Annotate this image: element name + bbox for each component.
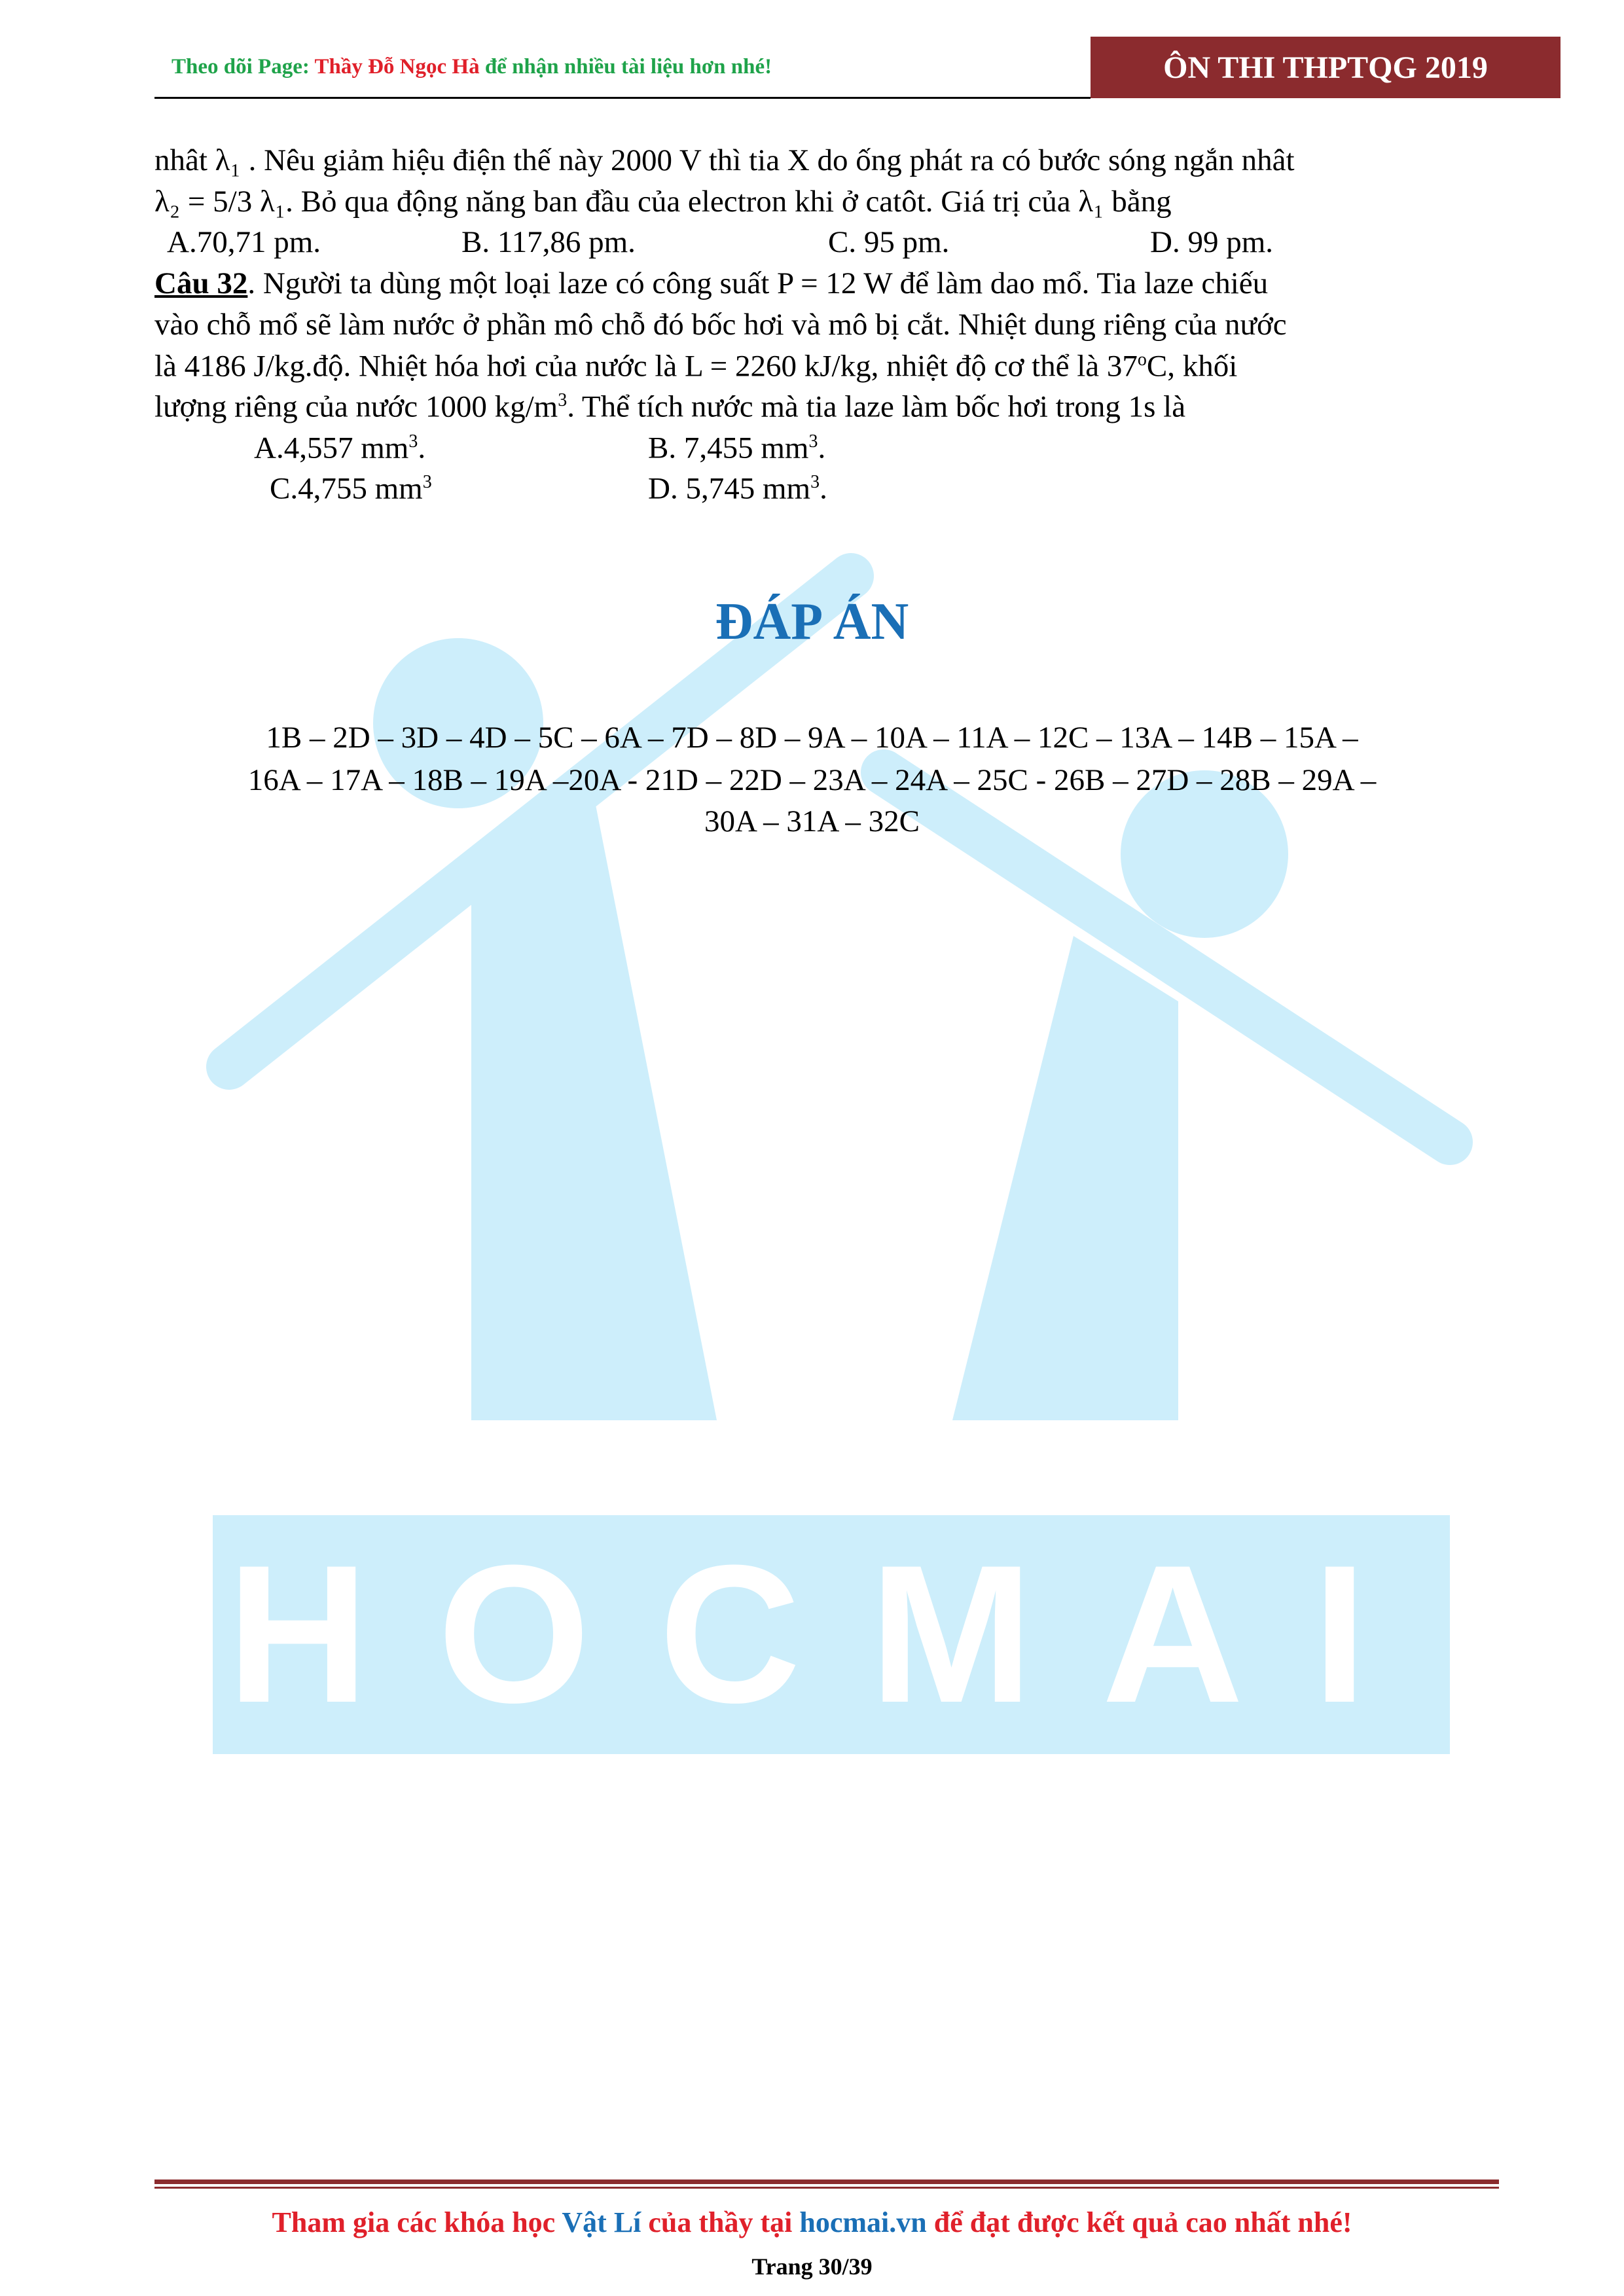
watermark-body-left: [471, 805, 717, 1420]
footer-subject: Vật Lí: [562, 2206, 641, 2238]
q32-option-b-dot: .: [818, 431, 826, 465]
q31-option-b: B. 117,86 pm.: [461, 225, 636, 259]
footer-site-link[interactable]: hocmai.vn: [799, 2206, 927, 2238]
q31-option-a: A.70,71 pm.: [167, 225, 321, 259]
page-number: Trang 30/39: [751, 2253, 873, 2280]
q31-option-d: D. 99 pm.: [1150, 225, 1273, 259]
q32-option-d-sup: 3: [810, 472, 820, 492]
q32-line-1: [154, 268, 1268, 299]
header-rule: [154, 97, 1091, 99]
header-prefix: Theo dõi Page:: [171, 55, 315, 79]
q32-line-4: [154, 391, 1185, 423]
header-page-name: Thầy Đỗ Ngọc Hà: [314, 55, 480, 79]
q32-option-b: [648, 433, 825, 464]
q32-option-b-sup: 3: [808, 431, 818, 452]
footer-rule-thick: [154, 2179, 1499, 2184]
q32-option-c: [270, 473, 432, 505]
q32-line-3-b: C, khối: [1146, 349, 1238, 384]
header-follow-text: [171, 55, 772, 79]
footer-t3: của thầy tại: [641, 2206, 800, 2238]
q32-option-c-sup: 3: [422, 472, 432, 492]
watermark-body-right: [952, 936, 1178, 1420]
footer-t1: Tham gia các khóa học: [272, 2206, 562, 2238]
footer-rule-thin: [154, 2187, 1499, 2189]
q31-line-1: nhât λ₁ . Nêu giảm hiệu điện thế này 2000 V thì tia X do ống phát ra có bước sóng ngắn nhât: [154, 143, 1295, 177]
answers-line-1: 1B – 2D – 3D – 4D – 5C – 6A – 7D – 8D – 9A – 10A – 11A – 12C – 13A – 14B – 15A –: [266, 721, 1358, 755]
answers-line-3: 30A – 31A – 32C: [704, 804, 920, 838]
header-suffix: để nhận nhiều tài liệu hơn nhé!: [479, 55, 772, 79]
answers-line-2: 16A – 17A – 18B – 19A –20A - 21D – 22D – 23A – 24A – 25C - 26B – 27D – 28B – 29A –: [247, 763, 1377, 797]
q32-option-b-text: B. 7,455 mm: [648, 431, 809, 465]
q32-line-3: [154, 351, 1237, 382]
footer-t5: để đạt được kết quả cao nhất nhé!: [926, 2206, 1352, 2238]
q31-line-2: λ₂ = 5/3 λ₁. Bỏ qua động năng ban đầu của electron khi ở catôt. Giá trị của λ₁ bằng: [154, 185, 1172, 219]
footer-promo: [0, 2206, 1624, 2239]
q32-option-a-text: A.4,557 mm: [254, 431, 409, 465]
q32-line-1-text: . Người ta dùng một loại laze có công suất P = 12 W để làm dao mổ. Tia laze chiếu: [247, 266, 1269, 300]
q32-label: Câu 32: [154, 266, 248, 300]
q32-option-a: [254, 433, 425, 464]
q32-line-4-a: lượng riêng của nước 1000 kg/m: [154, 389, 558, 424]
q32-line-4-b: . Thể tích nước mà tia laze làm bốc hơi trong 1s là: [567, 389, 1186, 424]
q32-option-a-sup: 3: [408, 431, 418, 452]
header-badge: ÔN THI THPTQG 2019: [1091, 37, 1561, 98]
q32-option-c-text: C.4,755 mm: [270, 471, 423, 506]
watermark-band-text: HOCMAI: [226, 1524, 1436, 1744]
q32-line-2: vào chỗ mổ sẽ làm nước ở phần mô chỗ đó bốc hơi và mô bị cắt. Nhiệt dung riêng của nước: [154, 308, 1287, 342]
q32-line-3-sup: o: [1137, 350, 1147, 370]
q32-line-3-a: là 4186 J/kg.độ. Nhiệt hóa hơi của nước là L = 2260 kJ/kg, nhiệt độ cơ thể là 37: [154, 349, 1138, 384]
q32-option-a-dot: .: [418, 431, 426, 465]
answers-title: ĐÁP ÁN: [715, 593, 909, 651]
q32-line-4-sup: 3: [558, 390, 568, 410]
q32-option-d: [648, 473, 827, 505]
q32-option-d-dot: .: [820, 471, 827, 506]
q32-option-d-text: D. 5,745 mm: [648, 471, 811, 506]
q31-option-c: C. 95 pm.: [828, 225, 950, 259]
